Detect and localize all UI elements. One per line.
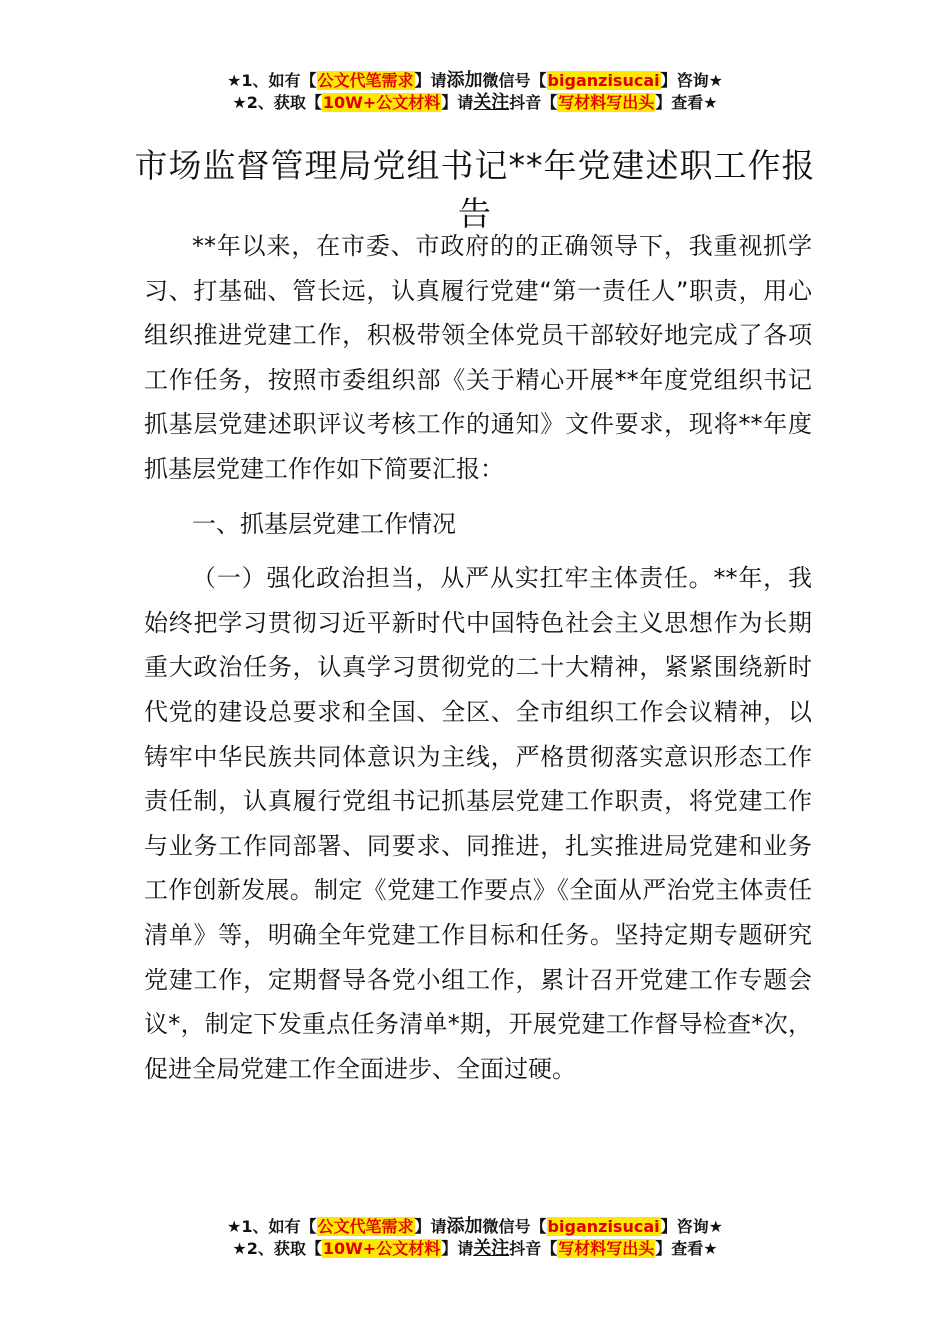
promo-text: ★1、如有【 xyxy=(227,71,317,90)
promo-highlight: 公文代笔需求 xyxy=(317,71,414,90)
promo-text: ★2、获取【 xyxy=(232,1239,322,1258)
promo-line-2 xyxy=(0,1238,950,1260)
promo-text: 】咨询★ xyxy=(660,71,723,90)
promo-text: 抖音【 xyxy=(509,93,558,112)
promo-line-1 xyxy=(0,1216,950,1238)
promo-line-2 xyxy=(0,92,950,114)
promo-highlight: 写材料写出头 xyxy=(558,1239,655,1258)
promo-text: 】查看★ xyxy=(655,1239,718,1258)
promo-text: 关注 xyxy=(473,1238,510,1259)
promo-text: 微信号【 xyxy=(482,71,547,90)
promo-text: ★2、获取【 xyxy=(232,93,322,112)
body-paragraph: **年以来，在市委、市政府的的正确领导下，我重视抓学习、打基础、管长远，认真履行党建“第一责任人”职责，用心组织推进党建工作，积极带领全体党员干部较好地完成了各项工作任务，按照市委组织部《关于精心开展**年度党组织书记抓基层党建述职评议考核工作的通知》文件要求，现将**年度抓基层党建工作作如下简要汇报： xyxy=(144,232,812,483)
promo-text: 】请 xyxy=(414,1217,447,1236)
promo-text: 】请 xyxy=(414,71,447,90)
promo-text: 微信号【 xyxy=(482,1217,547,1236)
promo-banner-top xyxy=(0,70,950,114)
promo-banner-bottom xyxy=(0,1216,950,1260)
document-title: 市场监督管理局党组书记**年党建述职工作报告 xyxy=(134,146,816,234)
promo-highlight: biganzisucai xyxy=(547,1217,660,1236)
promo-text: ★1、如有【 xyxy=(227,1217,317,1236)
promo-highlight: 10W+公文材料 xyxy=(322,1239,441,1258)
body-paragraph: （一）强化政治担当，从严从实扛牢主体责任。**年，我始终把学习贯彻习近平新时代中国特色社会主义思想作为长期重大政治任务，认真学习贯彻党的二十大精神，紧紧围绕新时代党的建设总要求和全国、全区、全市组织工作会议精神，以铸牢中华民族共同体意识为主线，严格贯彻落实意识形态工作责任制，认真履行党组书记抓基层党建工作职责，将党建工作与业务工作同部署、同要求、同推进，扎实推进局党建和业务工作创新发展。制定《党建工作要点》《全面从严治党主体责任清单》等，明确全年党建工作目标和任务。坚持定期专题研究党建工作，定期督导各党小组工作，累计召开党建工作专题会议*，制定下发重点任务清单*期，开展党建工作督导检查*次，促进全局党建工作全面进步、全面过硬。 xyxy=(144,564,812,1083)
document-body xyxy=(144,224,812,1091)
promo-text: 】咨询★ xyxy=(660,1217,723,1236)
promo-text: 】请 xyxy=(441,93,474,112)
promo-text: 添加 xyxy=(446,70,483,91)
promo-highlight: 写材料写出头 xyxy=(558,93,655,112)
promo-text: 关注 xyxy=(473,92,510,113)
promo-text: 抖音【 xyxy=(509,1239,558,1258)
promo-highlight: 公文代笔需求 xyxy=(317,1217,414,1236)
promo-text: 】查看★ xyxy=(655,93,718,112)
section-heading: 一、抓基层党建工作情况 xyxy=(192,509,456,538)
promo-text: 添加 xyxy=(446,1216,483,1237)
promo-line-1 xyxy=(0,70,950,92)
promo-text: 】请 xyxy=(441,1239,474,1258)
promo-highlight: biganzisucai xyxy=(547,71,660,90)
promo-highlight: 10W+公文材料 xyxy=(322,93,441,112)
